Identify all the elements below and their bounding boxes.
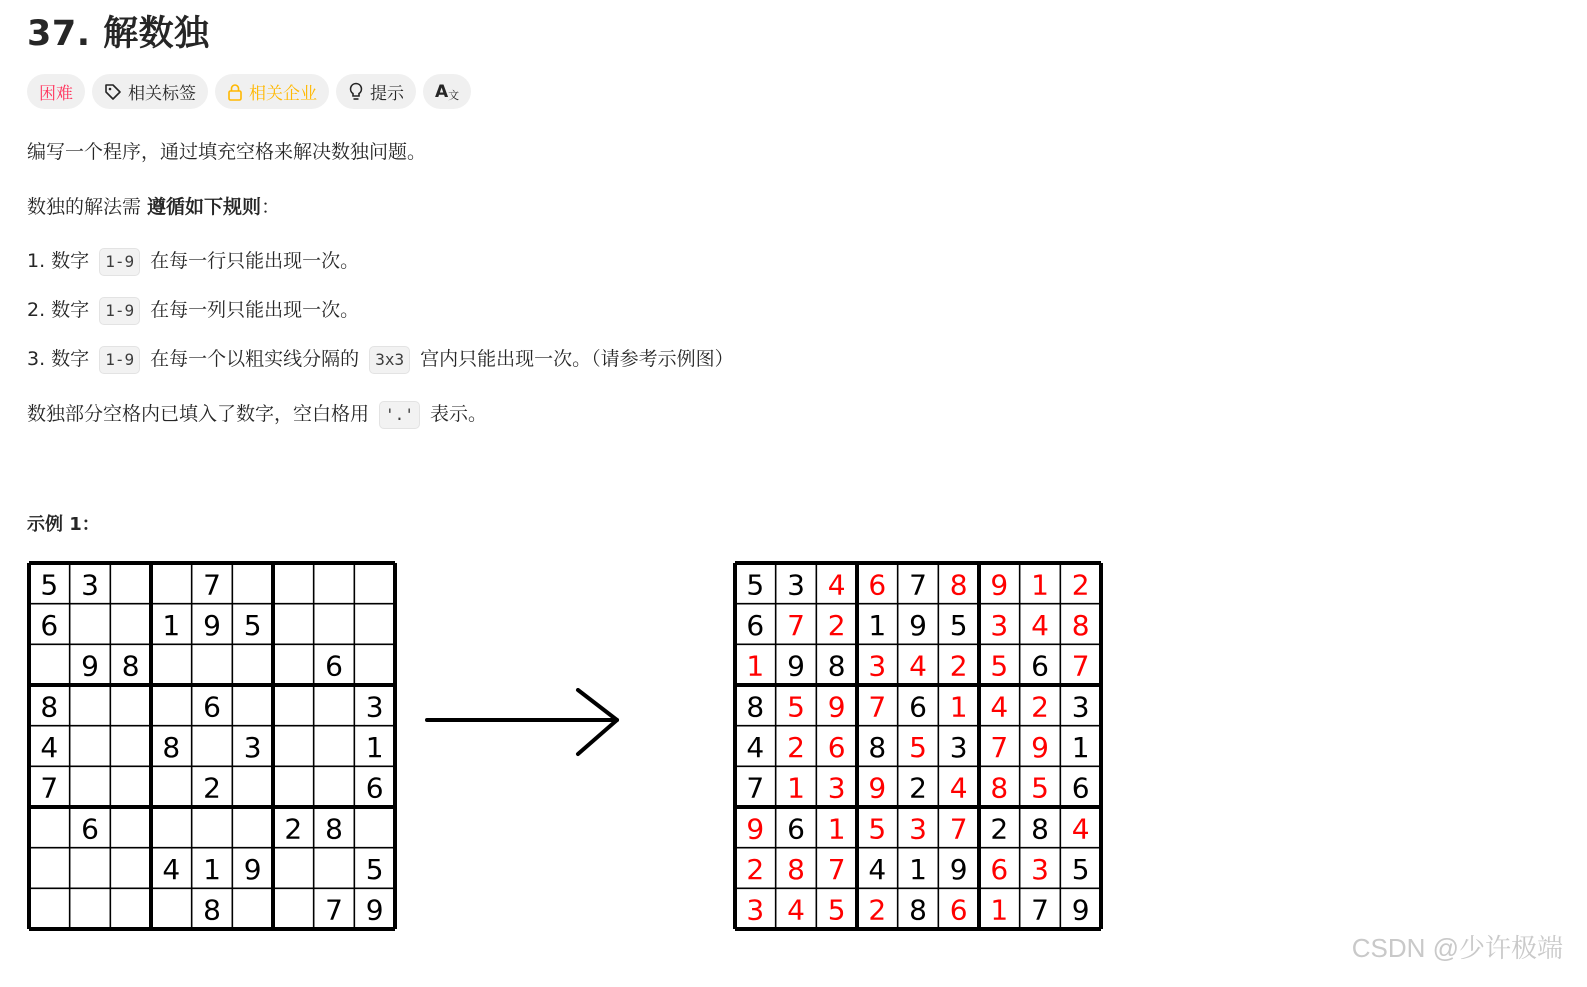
solution-cell-2-4: 4 bbox=[909, 649, 927, 683]
tag-bar bbox=[27, 74, 471, 109]
solution-cell-1-8: 8 bbox=[1071, 609, 1090, 642]
rule-2-code: 1-9 bbox=[99, 297, 140, 325]
solution-cell-1-1: 7 bbox=[787, 609, 805, 642]
puzzle-cell-5-4: 2 bbox=[203, 771, 221, 805]
rules-intro: 数独的解法需 bbox=[27, 196, 148, 218]
solution-cell-8-3: 2 bbox=[868, 893, 887, 927]
solution-cell-3-7: 2 bbox=[1031, 690, 1049, 724]
watermark: CSDN @少许极端 bbox=[1351, 933, 1563, 963]
puzzle-cell-6-7: 8 bbox=[325, 812, 343, 846]
sudoku-puzzle-grid bbox=[27, 561, 397, 931]
puzzle-cell-0-4: 7 bbox=[203, 568, 221, 602]
difficulty-label: 困难 bbox=[39, 84, 73, 104]
solution-cell-6-4: 3 bbox=[909, 812, 927, 846]
puzzle-cell-8-4: 8 bbox=[203, 893, 221, 927]
solution-cell-5-5: 4 bbox=[949, 771, 968, 805]
solution-cell-4-8: 1 bbox=[1071, 731, 1090, 764]
solution-cell-7-4: 1 bbox=[909, 853, 927, 886]
solution-cell-2-3: 3 bbox=[868, 649, 887, 683]
problem-title: 37. 解数独 bbox=[27, 14, 210, 54]
solution-cell-0-8: 2 bbox=[1071, 568, 1090, 602]
solution-cell-2-0: 1 bbox=[746, 649, 765, 683]
solution-cell-3-6: 4 bbox=[990, 690, 1009, 724]
solution-cell-0-0: 5 bbox=[746, 568, 765, 602]
solution-cell-2-1: 9 bbox=[787, 649, 805, 683]
solution-cell-0-6: 9 bbox=[990, 568, 1009, 602]
rule-2 bbox=[27, 295, 359, 325]
solution-cell-3-4: 6 bbox=[909, 690, 927, 724]
rules-intro-suffix: ： bbox=[261, 196, 281, 218]
blank-note-code: '.' bbox=[379, 401, 420, 429]
translate-button[interactable] bbox=[423, 74, 471, 109]
solution-cell-0-3: 6 bbox=[868, 568, 887, 602]
solution-cell-6-8: 4 bbox=[1071, 812, 1090, 846]
solution-cell-4-1: 2 bbox=[787, 731, 805, 764]
translate-icon: A bbox=[435, 81, 449, 102]
description-line-1: 编写一个程序，通过填充空格来解决数独问题。 bbox=[27, 141, 427, 163]
puzzle-cell-4-3: 8 bbox=[162, 731, 181, 764]
puzzle-cell-0-1: 3 bbox=[81, 568, 99, 602]
rule-3 bbox=[27, 344, 734, 374]
related-tags-button[interactable] bbox=[92, 74, 208, 109]
hint-button[interactable] bbox=[336, 74, 416, 109]
solution-cell-5-1: 1 bbox=[787, 771, 805, 805]
solution-cell-3-0: 8 bbox=[746, 690, 765, 724]
sudoku-solution-grid bbox=[733, 561, 1103, 931]
puzzle-cell-1-4: 9 bbox=[203, 609, 221, 642]
rule-3-suffix: 在每一个以粗实线分隔的 bbox=[144, 348, 366, 370]
puzzle-cell-3-0: 8 bbox=[40, 690, 59, 724]
puzzle-cell-5-8: 6 bbox=[365, 771, 384, 805]
solution-cell-2-7: 6 bbox=[1031, 649, 1049, 683]
puzzle-cell-1-3: 1 bbox=[162, 609, 181, 642]
rule-2-text: 2. 数字 bbox=[27, 299, 96, 321]
solution-cell-0-5: 8 bbox=[949, 568, 968, 602]
hint-label: 提示 bbox=[370, 84, 404, 104]
solution-cell-5-4: 2 bbox=[909, 771, 927, 805]
example-label: 示例 1： bbox=[27, 514, 100, 535]
solution-cell-5-2: 3 bbox=[827, 771, 846, 805]
solution-cell-3-8: 3 bbox=[1071, 690, 1090, 724]
solution-cell-3-5: 1 bbox=[949, 690, 968, 724]
solution-cell-5-7: 5 bbox=[1031, 771, 1049, 805]
related-companies-label: 相关企业 bbox=[249, 84, 317, 104]
solution-cell-8-8: 9 bbox=[1071, 893, 1090, 927]
puzzle-cell-1-0: 6 bbox=[40, 609, 59, 642]
solution-cell-8-0: 3 bbox=[746, 893, 765, 927]
solution-cell-6-6: 2 bbox=[990, 812, 1009, 846]
solution-cell-7-7: 3 bbox=[1031, 853, 1049, 886]
related-tags-label: 相关标签 bbox=[128, 84, 196, 104]
solution-cell-5-3: 9 bbox=[868, 771, 887, 805]
solution-cell-7-2: 7 bbox=[827, 853, 846, 886]
solution-cell-0-1: 3 bbox=[787, 568, 805, 602]
solution-cell-6-1: 6 bbox=[787, 812, 805, 846]
puzzle-cell-1-5: 5 bbox=[243, 609, 262, 642]
solution-cell-4-5: 3 bbox=[949, 731, 968, 764]
solution-cell-3-2: 9 bbox=[827, 690, 846, 724]
puzzle-cell-7-5: 9 bbox=[243, 853, 262, 886]
difficulty-badge[interactable] bbox=[27, 74, 85, 109]
puzzle-cell-6-6: 2 bbox=[284, 812, 303, 846]
rule-2-suffix: 在每一列只能出现一次。 bbox=[144, 299, 360, 321]
solution-cell-2-2: 8 bbox=[827, 649, 846, 683]
lightbulb-icon bbox=[348, 82, 364, 102]
solution-cell-8-7: 7 bbox=[1031, 893, 1049, 927]
solution-cell-8-1: 4 bbox=[787, 893, 805, 927]
puzzle-cell-4-8: 1 bbox=[365, 731, 384, 764]
translate-icon-sub: 文 bbox=[448, 88, 460, 102]
solution-cell-7-3: 4 bbox=[868, 853, 887, 886]
solution-cell-4-6: 7 bbox=[990, 731, 1009, 764]
solution-cell-6-3: 5 bbox=[868, 812, 887, 846]
solution-cell-5-6: 8 bbox=[990, 771, 1009, 805]
rule-1-code: 1-9 bbox=[99, 248, 140, 276]
rule-1-suffix: 在每一行只能出现一次。 bbox=[144, 250, 360, 272]
lock-icon bbox=[227, 83, 243, 101]
solution-cell-4-2: 6 bbox=[827, 731, 846, 764]
solution-cell-7-5: 9 bbox=[949, 853, 968, 886]
puzzle-cell-2-1: 9 bbox=[81, 649, 99, 683]
rule-3-code: 1-9 bbox=[99, 346, 140, 374]
solution-cell-0-2: 4 bbox=[827, 568, 846, 602]
solution-cell-1-2: 2 bbox=[827, 609, 846, 642]
solution-cell-1-4: 9 bbox=[909, 609, 927, 642]
puzzle-cell-8-7: 7 bbox=[325, 893, 343, 927]
puzzle-cell-7-4: 1 bbox=[203, 853, 221, 886]
related-companies-button[interactable] bbox=[215, 74, 329, 109]
solution-cell-6-2: 1 bbox=[827, 812, 846, 846]
puzzle-cell-0-0: 5 bbox=[40, 568, 59, 602]
puzzle-cell-5-0: 7 bbox=[40, 771, 59, 805]
puzzle-cell-4-5: 3 bbox=[243, 731, 262, 764]
puzzle-cell-8-8: 9 bbox=[365, 893, 384, 927]
solution-cell-1-3: 1 bbox=[868, 609, 887, 642]
solution-cell-4-7: 9 bbox=[1031, 731, 1049, 764]
solution-cell-4-0: 4 bbox=[746, 731, 765, 764]
solution-cell-8-4: 8 bbox=[909, 893, 927, 927]
rule-1-text: 1. 数字 bbox=[27, 250, 96, 272]
solution-cell-7-6: 6 bbox=[990, 853, 1009, 886]
solution-cell-0-7: 1 bbox=[1031, 568, 1049, 602]
solution-cell-3-1: 5 bbox=[787, 690, 805, 724]
solution-cell-5-8: 6 bbox=[1071, 771, 1090, 805]
solution-cell-7-8: 5 bbox=[1071, 853, 1090, 886]
arrow-icon bbox=[425, 688, 625, 764]
solution-cell-8-6: 1 bbox=[990, 893, 1009, 927]
solution-cell-0-4: 7 bbox=[909, 568, 927, 602]
solution-cell-8-5: 6 bbox=[949, 893, 968, 927]
rules-intro-bold: 遵循如下规则 bbox=[147, 196, 262, 218]
solution-cell-2-6: 5 bbox=[990, 649, 1009, 683]
rule-3-text: 3. 数字 bbox=[27, 348, 96, 370]
blank-note-text: 数独部分空格内已填入了数字，空白格用 bbox=[27, 403, 376, 425]
puzzle-cell-3-4: 6 bbox=[203, 690, 221, 724]
solution-cell-4-3: 8 bbox=[868, 731, 887, 764]
rule-3-code-2: 3x3 bbox=[369, 346, 410, 374]
solution-cell-6-5: 7 bbox=[949, 812, 968, 846]
solution-cell-2-5: 2 bbox=[949, 649, 968, 683]
solution-cell-1-0: 6 bbox=[746, 609, 765, 642]
solution-cell-1-7: 4 bbox=[1031, 609, 1049, 642]
puzzle-cell-3-8: 3 bbox=[365, 690, 384, 724]
puzzle-cell-4-0: 4 bbox=[40, 731, 59, 764]
rule-1 bbox=[27, 246, 359, 276]
solution-cell-1-5: 5 bbox=[949, 609, 968, 642]
solution-cell-3-3: 7 bbox=[868, 690, 887, 724]
rule-3-suffix-2: 宫内只能出现一次。（请参考示例图） bbox=[414, 348, 734, 370]
solution-cell-6-0: 9 bbox=[746, 812, 765, 846]
solution-cell-1-6: 3 bbox=[990, 609, 1009, 642]
solution-cell-4-4: 5 bbox=[909, 731, 927, 764]
puzzle-cell-2-2: 8 bbox=[121, 649, 140, 683]
solution-cell-8-2: 5 bbox=[827, 893, 846, 927]
puzzle-cell-7-8: 5 bbox=[365, 853, 384, 886]
solution-cell-5-0: 7 bbox=[746, 771, 765, 805]
solution-cell-7-0: 2 bbox=[746, 853, 765, 886]
blank-note-suffix: 表示。 bbox=[423, 403, 487, 425]
description-line-3 bbox=[27, 399, 487, 429]
solution-cell-2-8: 7 bbox=[1071, 649, 1090, 683]
tag-icon bbox=[104, 83, 122, 101]
puzzle-cell-2-7: 6 bbox=[325, 649, 343, 683]
puzzle-cell-7-3: 4 bbox=[162, 853, 181, 886]
description-line-2 bbox=[27, 192, 280, 219]
solution-cell-6-7: 8 bbox=[1031, 812, 1049, 846]
puzzle-cell-6-1: 6 bbox=[81, 812, 99, 846]
solution-cell-7-1: 8 bbox=[787, 853, 805, 886]
